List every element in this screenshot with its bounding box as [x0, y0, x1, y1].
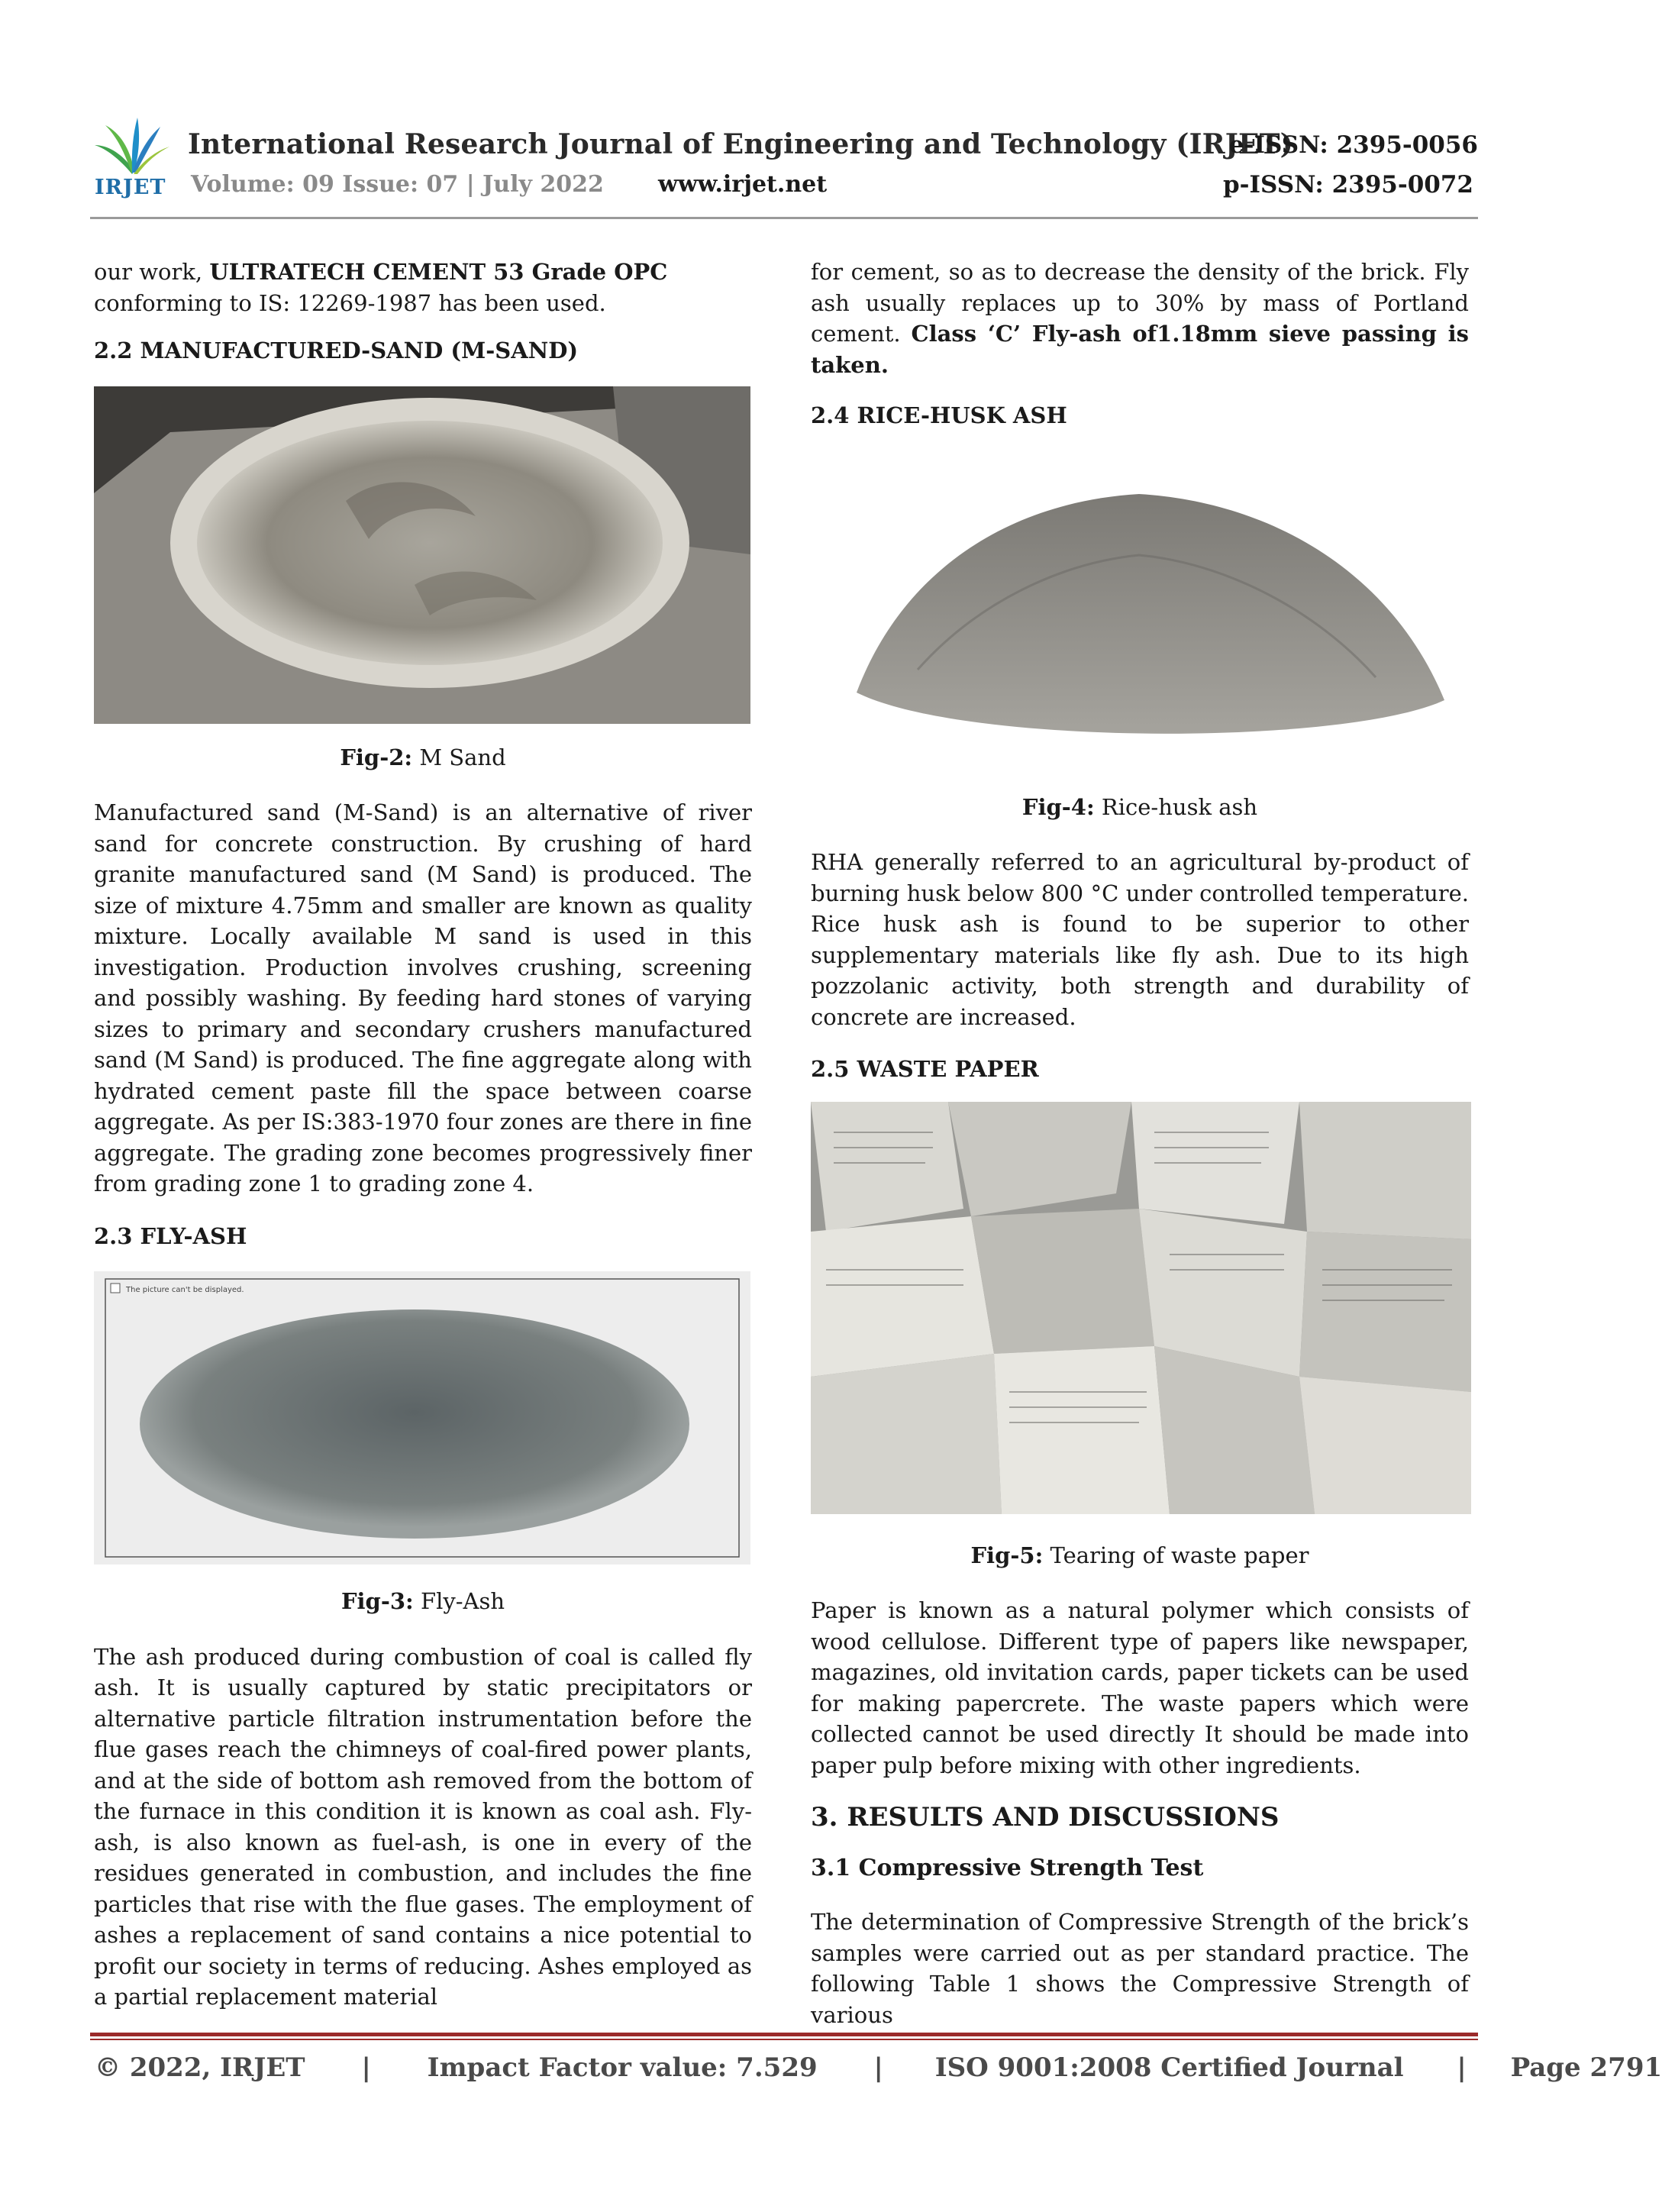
- page-footer: [95, 2052, 1662, 2083]
- fig-5-caption: Fig-5: Tearing of waste paper: [970, 1542, 1309, 1568]
- section-heading-2-5: 2.5 WASTE PAPER: [811, 1056, 1039, 1082]
- broken-image-icon: [111, 1284, 120, 1293]
- page-header: [90, 115, 1478, 221]
- figure-m-sand: [94, 386, 750, 724]
- figure-fly-ash: [94, 1271, 750, 1565]
- e-issn: e-ISSN: 2395-0056: [1228, 131, 1478, 159]
- journal-title: International Research Journal of Engineering and Technology (IRJET): [188, 128, 1293, 160]
- leaf-logo-icon: [90, 115, 174, 176]
- intro-paragraph: our work, ULTRATECH CEMENT 53 Grade OPC conforming to IS: 12269-1987 has been used.: [94, 259, 668, 316]
- header-divider: [90, 217, 1478, 219]
- m-sand-paragraph: Manufactured sand (M-Sand) is an alternative of river sand for concrete construction. By crushing of hard granite manufactured sand (M Sand) is produced. The size of mixture 4.75mm and smaller are known as quality mixture. Locally available M sand is used in this investigation. Production involves crushing, screening and possibly washing. By feeding hard stones of varying sizes to primary and secondary crushers manufactured sand (M Sand) is produced. The fine aggregate along with hydrated cement paste fill the space between coarse aggregate. As per IS:383-1970 four zones are there in fine aggregate. The grading zone becomes progressively finer from grading zone 1 to grading zone 4.: [94, 799, 752, 1196]
- fig-4-caption: Fig-4: Rice-husk ash: [1021, 793, 1258, 820]
- footer-copyright: © 2022, IRJET: [95, 2052, 305, 2083]
- p-issn: p-ISSN: 2395-0072: [1222, 171, 1473, 199]
- footer-impact-factor: Impact Factor value: 7.529: [427, 2052, 818, 2083]
- fly-ash-continued: for cement, so as to decrease the density of the brick. Fly ash usually replaces up to 30% by mass of Portland cement. Class ‘C’ Fly-ash of1.18mm sieve passing is taken.: [811, 259, 1469, 378]
- section-heading-3: 3. RESULTS AND DISCUSSIONS: [811, 1802, 1280, 1833]
- logo-text: IRJET: [95, 176, 166, 199]
- waste-paper-photo: [811, 1102, 1471, 1514]
- figure-waste-paper: [811, 1102, 1471, 1514]
- section-heading-2-3: 2.3 FLY-ASH: [94, 1222, 247, 1249]
- section-heading-2-2: 2.2 MANUFACTURED-SAND (M-SAND): [94, 337, 579, 363]
- section-heading-3-1: 3.1 Compressive Strength Test: [811, 1854, 1204, 1881]
- volume-issue: Volume: 09 Issue: 07 | July 2022: [191, 171, 604, 198]
- footer-separator: |: [873, 2052, 883, 2083]
- right-column: [811, 257, 1469, 2030]
- m-sand-photo: [94, 386, 750, 724]
- waste-paper-paragraph: Paper is known as a natural polymer which consists of wood cellulose. Different type of papers like newspaper, magazines, old invitation cards, paper tickets can be used for making papercrete. The waste papers which were collected cannot be used directly It should be made into paper pulp before mixing with other ingredients.: [811, 1597, 1469, 1778]
- footer-separator: |: [1457, 2052, 1467, 2083]
- rha-paragraph: RHA generally referred to an agricultural by-product of burning husk below 800 °C under controlled temperature. Rice husk ash is found to be superior to other supplementary materials like fly ash. Due to its high pozzolanic activity, both strength and durability of concrete are increased.: [811, 849, 1469, 1030]
- fig-2-caption: Fig-2: M Sand: [340, 744, 506, 770]
- footer-divider: [90, 2033, 1478, 2036]
- section-heading-2-4: 2.4 RICE-HUSK ASH: [811, 402, 1067, 428]
- footer-iso: ISO 9001:2008 Certified Journal: [934, 2052, 1404, 2083]
- website-link[interactable]: www.irjet.net: [658, 171, 828, 198]
- footer-separator: |: [361, 2052, 371, 2083]
- footer-divider-thin: [90, 2039, 1478, 2040]
- fig-3-placeholder: The picture can't be displayed.: [126, 1286, 244, 1294]
- irjet-logo: [90, 115, 174, 206]
- fly-ash-paragraph: The ash produced during combustion of coal is called fly ash. It is usually captured by static precipitators or alternative particle filtration instrumentation before the flue gases reach the chimneys of coal-fired power plants, and at the side of bottom ash removed from the bottom of the furnace in this condition it is known as coal ash. Fly-ash, is also known as fuel-ash, is one in every of the residues generated in combustion, and includes the fine particles that rise with the flue gases. The employment of ashes a replacement of sand contains a nice potential to profit our society in terms of reducing. Ashes employed as a partial replacement material: [94, 1643, 752, 2010]
- left-column: [94, 257, 752, 2013]
- rice-husk-ash-photo: [811, 448, 1469, 769]
- figure-rice-husk-ash: [811, 448, 1469, 769]
- fig-3-caption: Fig-3: Fly-Ash: [340, 1588, 505, 1614]
- footer-page-number: Page 2791: [1510, 2052, 1662, 2083]
- compressive-strength-paragraph: The determination of Compressive Strength of the brick’s samples were carried out as per standard practice. The following Table 1 shows the Compressive Strength of various: [811, 1909, 1469, 2028]
- fly-ash-photo: [94, 1271, 750, 1565]
